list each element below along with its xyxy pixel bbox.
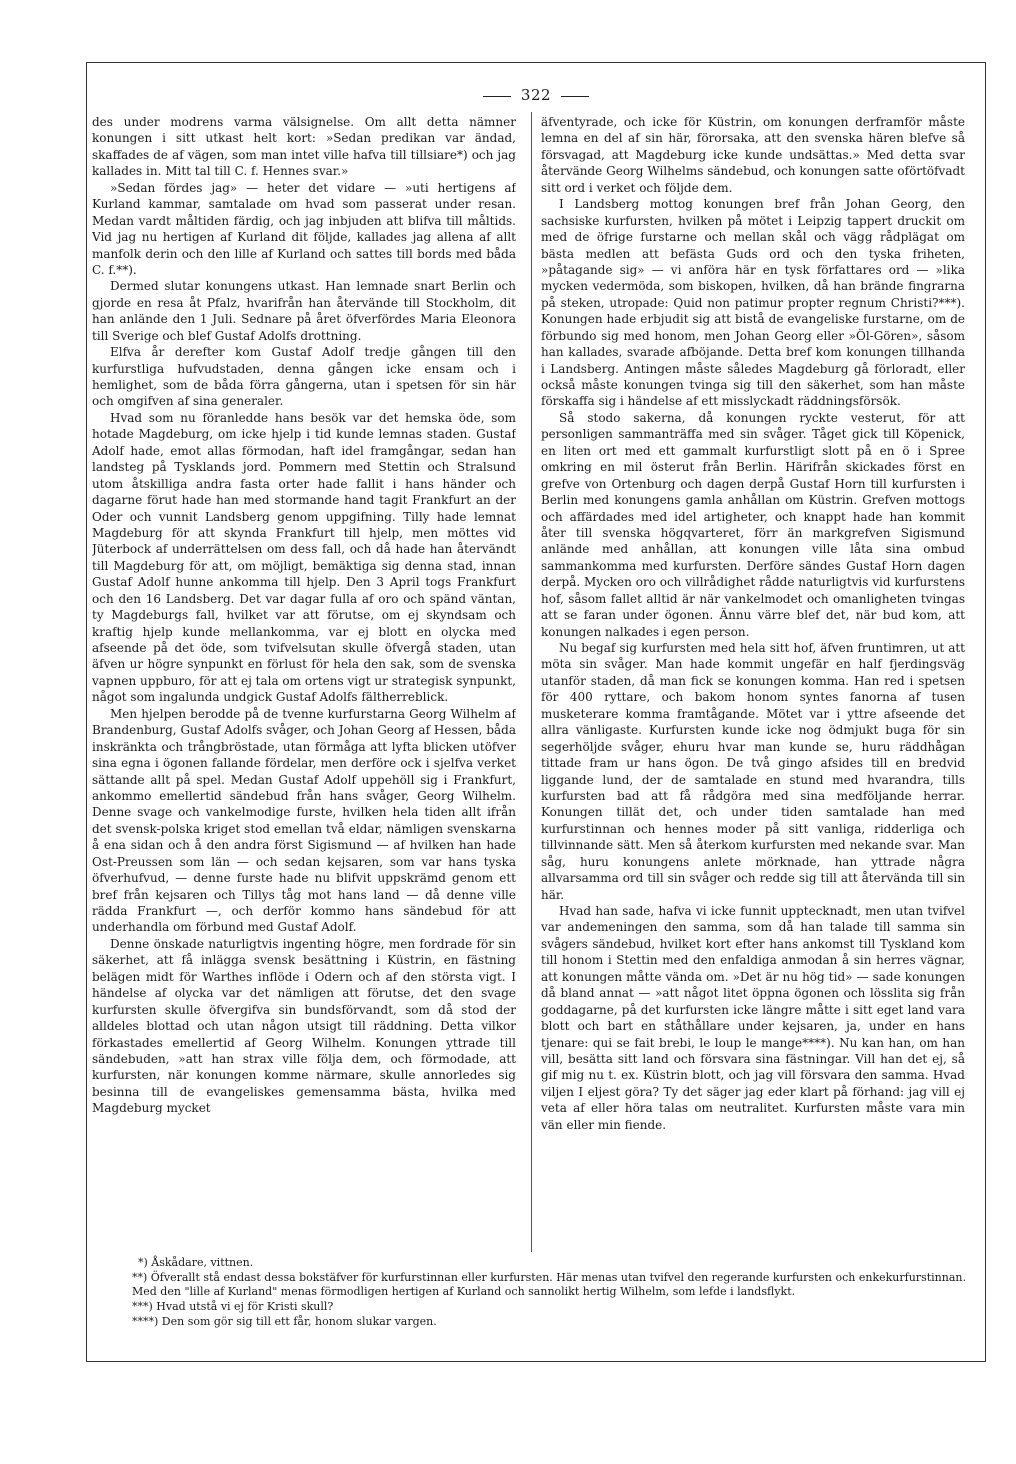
footnote: **) Öfverallt stå endast dessa bokstäfver för kurfurstinnan eller kurfursten. Här menas utan tvifvel den regerande kurfursten och enkekurfurstinnan. Med den "lille af Kurland" menas förmodligen hertigen af Kurland och sannolikt hertig Wilhelm, som lefde i landsflykt. <box>132 1270 966 1299</box>
page-header <box>86 86 986 104</box>
left-paragraph: Dermed slutar konungens utkast. Han lemnade snart Berlin och gjorde en resa åt Pfalz, hvarifrån han återvände till Stockholm, dit han anlände den 1 Juli. Sednare på året öfverfördes Maria Eleonora till Sverige och blef Gustaf Adolfs drottning. <box>92 279 516 343</box>
left-paragraph: Men hjelpen berodde på de tvenne kurfurstarna Georg Wilhelm af Brandenburg, Gustaf Adolfs svåger, och Johan Georg af Hessen, båda inskränkta och trångbröstade, utan förmåga att lyfta blicken utöfver sina egna i ögonen fallande fördelar, men derföre ock i sjelfva verket sättande allt på spel. Medan Gustaf Adolf uppehöll sig i Frankfurt, ankommo emellertid sändebud från hans svåger, Georg Wilhelm. Denne svage och vankelmodige furste, hvilken hela tiden allt ifrån det svensk-polska kriget stod emellan två eldar, nämligen svenskarna å ena sidan och å den andra först Sigismund — af hvilken han hade Ost-Preussen som län — och sedan kejsaren, som var hans tyska öfverhufvud, — denne furste hade nu blifvit uppskrämd genom ett bref från kejsaren och Tillys tåg mot hans land — då denne ville rädda Frankfurt —, och derför kommo hans sändebud för att underhandla om förbund med Gustaf Adolf. <box>92 706 516 935</box>
left-paragraph: des under modrens varma välsignelse. Om allt detta nämner konungen i sitt utkast helt kort: »Sedan predikan var ändad, skaffades de af vägen, som man intet ville hafva till tillsiare*) och jag kallades in. Mitt tal till C. f. Hennes svar.» <box>92 115 516 179</box>
left-paragraph: Elfva år derefter kom Gustaf Adolf tredje gången till den kurfurstliga hufvudstaden, denna gången icke ensam och i hemlighet, som de båda förra gångerna, utan i spetsen för sin här och omgifven af sina generaler. <box>92 345 516 409</box>
footnotes <box>92 1256 972 1329</box>
right-paragraph: Nu begaf sig kurfursten med hela sitt hof, äfven fruntimren, ut att möta sin svåger. Man hade kommit ungefär en half fjerdingsväg utanför staden, då man fick se konungen komma. Han red i spetsen för 400 ryttare, och bakom honom syntes fanorna af tusen musketerare komma framtågande. Mötet var i yttre afseende det allra vänligaste. Kurfursten kunde icke nog ödmjukt buga för sin segerhöljde svåger, ehuru hvar man kunde se, huru räddhågan tittade fram ur hans ögon. De två gingo afsides till en bredvid liggande lund, der de samtalade en stund med hvarandra, tills kurfursten bad att få rådgöra med sina medföljande herrar. Konungen tillät det, och under tiden samtalade han med kurfurstinnan och hennes moder på sitt vanliga, ridderliga och tillvinnande sätt. Men så återkom kurfursten med nekande svar. Man såg, huru konungens anlete mörknade, han yttrade några allvarsamma ord till sin svåger och redde sig till att återvända till sin här. <box>541 641 965 902</box>
left-column <box>92 114 516 1250</box>
footnote: ***) Hvad utstå vi ej för Kristi skull? <box>132 1299 334 1313</box>
left-paragraph: Hvad som nu föranledde hans besök var det hemska öde, som hotade Magdeburg, om icke hjelp i tid kunde lemnas staden. Gustaf Adolf hade, emot allas förmodan, haft idel framgångar, sedan han landsteg på Tysklands jord. Pommern med Stettin och Stralsund utom åtskilliga andra fasta orter hade fallit i hans händer och dagarne förut hade han med stormande hand tagit Frankfurt an der Oder och vunnit Landsberg genom uppgifning. Tilly hade lemnat Magdeburg för att skynda Frankfurt till hjelp, men möttes vid Jüterbock af underrättelsen om dess fall, och då hade han återvändt till Magdeburg för att, om möjligt, bemäktiga sig denna stad, innan Gustaf Adolf hunne ankomma till hjelp. Den 3 April togs Frankfurt och den 16 Landsberg. Det var dagar fulla af oro och spänd väntan, ty Magdeburgs fall, hvilket var att förutse, om ej skyndsam och kraftig hjelp kunde mellankomma, var ej blott en olycka med afseende på det öde, som tvifvelsutan skulle öfvergå staden, utan äfven ur högre synpunkt en förlust för hela den sak, som de svenska vapnen uppburo, för att ej tala om ortens vigt ur strategisk synpunkt, något som ingalunda undgick Gustaf Adolfs fältherreblick. <box>92 410 516 705</box>
footnote: ****) Den som gör sig till ett får, honom slukar vargen. <box>132 1314 437 1328</box>
header-dash-left <box>483 96 511 97</box>
right-paragraph: Hvad han sade, hafva vi icke funnit upptecknadt, men utan tvifvel var andemeningen den samma, som då han talade till samma sin svågers sändebud, hvilket kort efter hans ankomst till Tyskland kom till honom i Stettin med den enfaldiga anmodan å sin herres vägnar, att konungen måtte vända om. »Det är nu hög tid» — sade konungen då bland annat — »att något litet öppna ögonen och lösslita sig från goddagarne, på det kurfursten icke längre måtte i sitt eget land vara blott och bart en ståthållare under kejsaren, ja, under en hans tjenare: qui se fait brebi, le loup le mange****). Nu kan han, om han vill, besätta sitt land och försvara sina fästningar. Vill han det ej, så gif mig nu t. ex. Küstrin blott, och jag vill försvara den samma. Hvad viljen I eljest göra? Ty det säger jag eder klart på förhand: jag vill ej veta af eller höra talas om neutralitet. Kurfursten måste vara min vän eller min fiende. <box>541 904 965 1132</box>
header-dash-right <box>561 96 589 97</box>
right-paragraph: I Landsberg mottog konungen bref från Johan Georg, den sachsiske kurfursten, hvilken på mötet i Leipzig tappert druckit om med de öfrige furstarne och mellan skål och vägg rådplägat om bästa medlen att befästa Guds ord och den tyska friheten, »påtagande sig» — vi anföra här en tysk författares ord — »lika mycken vedermöda, som biskopen, hvilken, då han brände fingrarna på steken, utropade: Quid non patimur propter regnum Christi?***). Konungen hade erbjudit sig att bistå de evangeliske furstarne, om de förbundo sig med honom, men Johan Georg eller »Öl-Gören», såsom han kallades, svarade afböjande. Detta bref kom konungen tillhanda i Landsberg. Antingen måste således Magdeburg gå förloradt, eller också måste konungen tvinga sig till den säkerhet, som han måste förskaffa sig i händelse af ett misslyckadt räddningsförsök. <box>541 197 965 409</box>
left-paragraph: »Sedan fördes jag» — heter det vidare — »uti hertigens af Kurland kammar, samtalade om hvad som passerat under resan. Medan vardt måltiden färdig, och jag inbjuden att blifva till måltids. Vid jag nu hertigen af Kurland dit följde, kallades jag allena af allt manfolk derin och den lille af Kurland och sattes till bords med båda C. f.**). <box>92 180 516 277</box>
right-column <box>541 114 965 1250</box>
left-paragraph: Denne önskade naturligtvis ingenting högre, men fordrade för sin säkerhet, att få inlägga svensk besättning i Küstrin, en fästning belägen midt för Warthes inflöde i Odern och af den största vigt. I händelse af olycka var det nämligen att förutse, det den svage kurfursten skulle öfvergifva sin bundsförvandt, som då stod der alldeles blottad och utan någon utsigt till räddning. Detta vilkor förkastades emellertid af Georg Wilhelm. Konungen yttrade till sändebuden, »att han strax ville följa dem, och förmodade, att kurfursten, när konungen komme närmare, skulle annorledes sig besinna till de evangeliskes gemensamma bästa, hvilka med Magdeburg mycket <box>92 936 516 1116</box>
right-paragraph: Så stodo sakerna, då konungen ryckte vesterut, för att personligen sammanträffa med sin svåger. Tåget gick till Köpenick, en liten ort med ett gammalt kurfurstligt slott på en ö i Spree omkring en mil österut från Berlin. Härifrån skickades först en grefve von Ortenburg och dagen derpå Gustaf Horn till kurfursten i Berlin med konungens gamla anhållan om Küstrin. Grefven mottogs och affärdades med idel artigheter, och knappt hade han kommit åter till svenska högqvarteret, förr än markgrefven Sigismund anlände med anhållan, att konungen ville låta sina ombud sammankomma med kurfursten. Derföre sändes Gustaf Horn dagen derpå. Mycken oro och villrådighet rådde naturligtvis vid kurfurstens hof, såsom fallet alltid är när vankelmodet och omanligheten tvingas att se faran under ögonen. Ännu värre blef det, när bud kom, att konungen nalkades i egen person. <box>541 410 965 639</box>
footnote: *) Åskådare, vittnen. <box>138 1256 254 1269</box>
page-number: 322 <box>520 86 552 104</box>
right-paragraph: äfventyrade, och icke för Küstrin, om konungen derframför måste lemna en del af sin här, förorsaka, att den svenska hären blefve så försvagad, att Magdeburg icke kunde undsättas.» Med detta svar återvände Georg Wilhelms sändebud, och konungen satte oförtöfvadt sitt ord i verket och följde dem. <box>541 115 965 195</box>
column-divider <box>531 112 532 1252</box>
